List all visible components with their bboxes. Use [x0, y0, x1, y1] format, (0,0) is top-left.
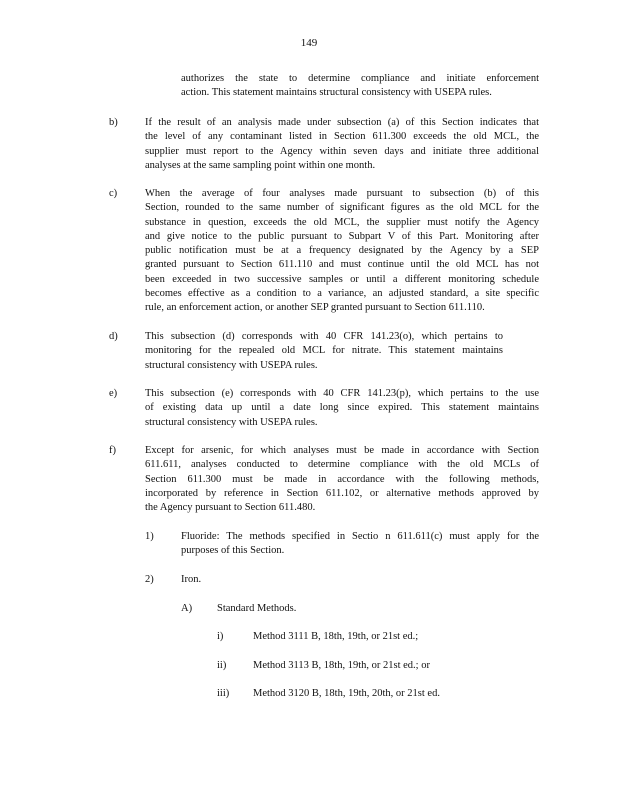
text-line: incorporated by reference in Section 611.102, or alternative methods approved by — [145, 487, 539, 499]
text-line: Iron. — [181, 574, 202, 585]
text-line: granted pursuant to Section 611.110 and must continue until the old MCL has not — [145, 259, 539, 271]
paragraph-c — [145, 187, 539, 316]
sub-paragraph-1 — [181, 530, 539, 559]
text-line: This subsection (e) corresponds with 40 CFR 141.23(p), which pertains to the use — [145, 388, 539, 399]
paragraph-e — [145, 387, 539, 430]
text-line: supplier must report to the Agency within seven days and initiate three additional — [145, 145, 539, 157]
paragraph-f — [145, 444, 539, 515]
text-line: action. This statement maintains structural consistency with USEPA rules. — [181, 87, 492, 99]
text-line: structural consistency with USEPA rules. — [145, 359, 318, 371]
item-label-e: e) — [109, 388, 118, 399]
method-label-i: i) — [217, 631, 224, 642]
text-line: analyses at the same sampling point within one month. — [145, 159, 376, 171]
text-line: becomes effective as a condition to a variance, an adjusted standard, a site specific — [145, 288, 539, 300]
text-line: Fluoride: The methods specified in Sectio n 611.611(c) must apply for the — [181, 531, 539, 542]
text-line: structural consistency with USEPA rules. — [145, 416, 318, 428]
method-text-i — [253, 630, 539, 644]
method-label-iii: iii) — [217, 688, 230, 699]
text-line: monitoring for the repealed old MCL for nitrate. This statement maintains — [145, 345, 503, 357]
text-line: the Agency pursuant to Section 611.480. — [145, 502, 316, 514]
text-line: been exceeded in two successive samples or until a different monitoring schedule — [145, 273, 539, 285]
text-line: authorizes the state to determine compliance and initiate enforcement — [181, 73, 539, 84]
text-line: Method 3111 B, 18th, 19th, or 21st ed.; — [253, 631, 419, 642]
sub-item-label-1: 1) — [145, 531, 154, 542]
sub-sub-item-label-a: A) — [181, 603, 193, 614]
text-line: substance in question, exceeds the old MCL, the supplier must notify the Agency — [145, 216, 539, 228]
text-line: When the average of four analyses made pursuant to subsection (b) of this — [145, 188, 539, 199]
text-line: 611.611, analyses conducted to determine compliance with the old MCLs of — [145, 459, 539, 471]
paragraph-b — [145, 116, 539, 173]
item-label-c: c) — [109, 188, 118, 199]
text-line: Method 3120 B, 18th, 19th, 20th, or 21st ed. — [253, 688, 440, 699]
text-line: If the result of an analysis made under subsection (a) of this Section indicates that — [145, 117, 539, 128]
sub-item-label-2: 2) — [145, 574, 154, 585]
page-number: 149 — [300, 37, 318, 49]
text-line: Section, rounded to the same number of significant figures as the old MCL for the — [145, 202, 539, 214]
text-line: Method 3113 B, 18th, 19th, or 21st ed.; or — [253, 660, 430, 671]
intro-paragraph — [181, 72, 539, 101]
text-line: the level of any contaminant listed in Section 611.300 exceeds the old MCL, the — [145, 131, 539, 143]
method-text-iii — [253, 687, 539, 701]
text-line: rule, an enforcement action, or another SEP granted pursuant to Section 611.110. — [145, 302, 485, 314]
paragraph-d — [145, 330, 503, 373]
text-line: public notification must be at a frequency designated by the Agency by a SEP — [145, 245, 539, 257]
sub-sub-item-text — [217, 602, 539, 616]
method-label-ii: ii) — [217, 660, 227, 671]
text-line: Standard Methods. — [217, 603, 297, 614]
item-label-b: b) — [109, 117, 118, 128]
sub-paragraph-2 — [181, 573, 539, 587]
item-label-f: f) — [109, 445, 116, 456]
text-line: and give notice to the public pursuant to Subpart V of this Part. Monitoring after — [145, 230, 539, 242]
text-line: This subsection (d) corresponds with 40 CFR 141.23(o), which pertains to — [145, 331, 503, 342]
item-label-d: d) — [109, 331, 118, 342]
method-text-ii — [253, 659, 539, 673]
text-line: of existing data up until a date long since expired. This statement maintains — [145, 402, 539, 414]
text-line: purposes of this Section. — [181, 545, 285, 557]
text-line: Except for arsenic, for which analyses must be made in accordance with Section — [145, 445, 539, 456]
text-line: Section 611.300 must be made in accordance with the following methods, — [145, 473, 539, 485]
